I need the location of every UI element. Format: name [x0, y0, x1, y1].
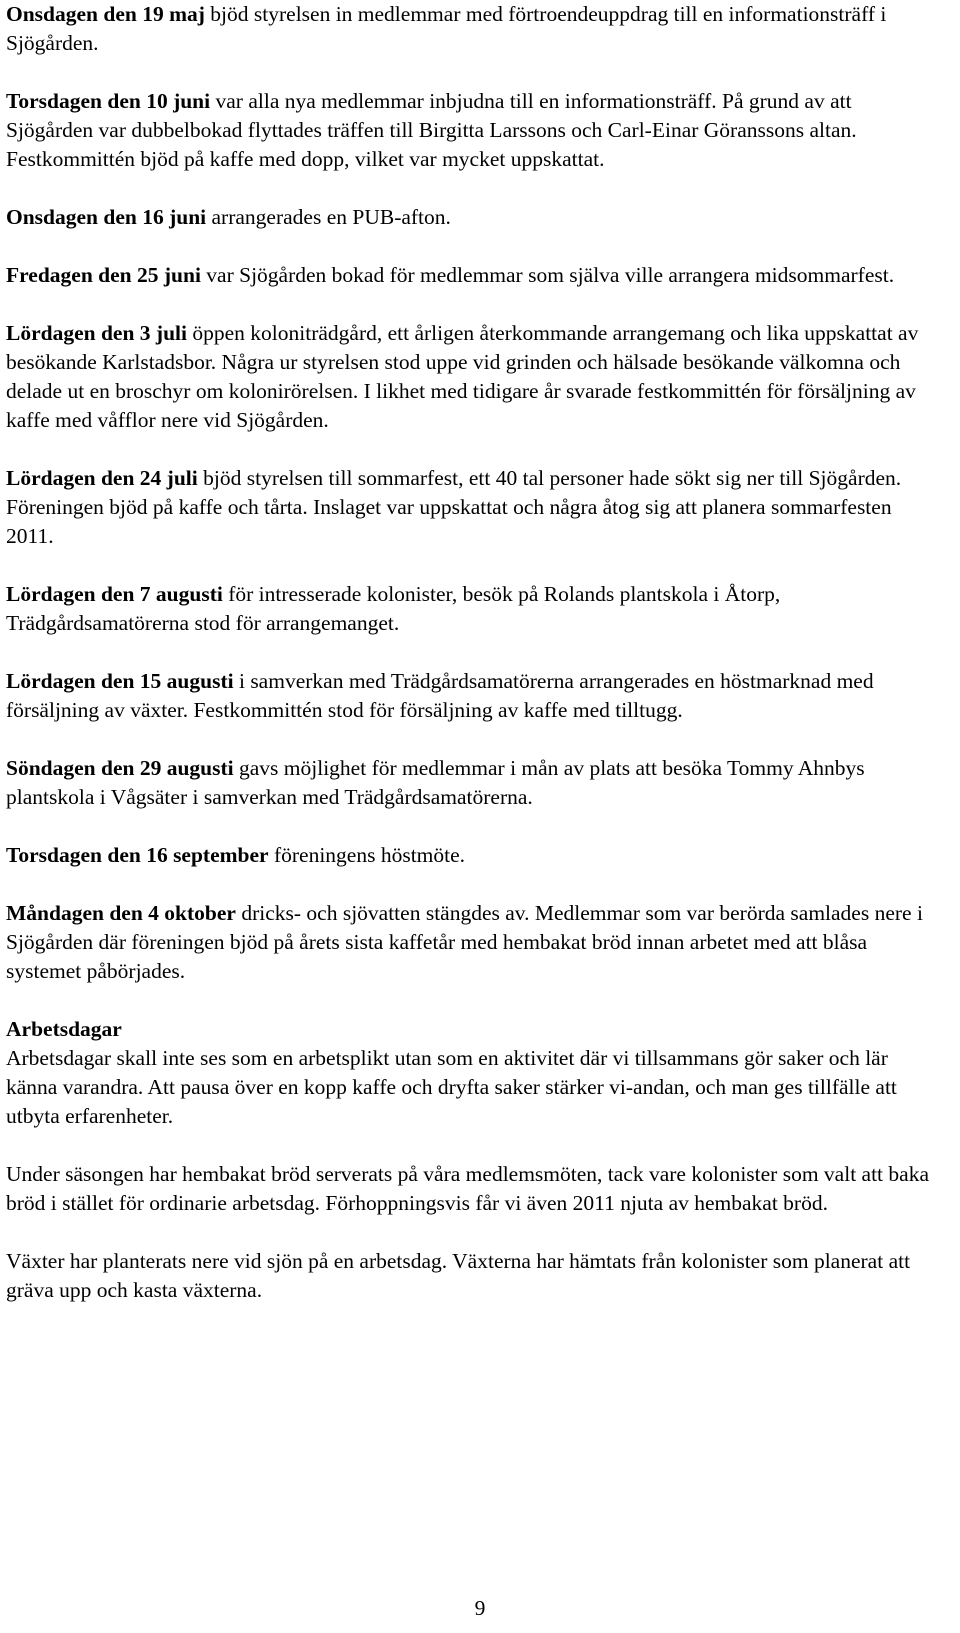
- event-paragraph-16-september: [6, 841, 941, 870]
- event-date: Torsdagen den 10 juni: [6, 89, 211, 113]
- event-date: Lördagen den 24 juli: [6, 466, 198, 490]
- section-text: Arbetsdagar skall inte ses som en arbetsplikt utan som en aktivitet där vi tillsammans gör saker och lär känna varandra. Att pausa över en kopp kaffe och dryfta saker stärker vi-andan, och man ges tillfälle att utbyta erfarenheter.: [6, 1046, 897, 1128]
- event-paragraph-15-augusti: [6, 667, 941, 725]
- event-paragraph-16-juni: [6, 203, 941, 232]
- section-text: Växter har planterats nere vid sjön på en arbetsdag. Växterna har hämtats från kolonister som planerat att gräva upp och kasta växterna.: [6, 1249, 911, 1302]
- arbetsdagar-section: [6, 1015, 941, 1131]
- event-text: dricks- och sjövatten stängdes av. Medlemmar som var berörda samlades nere i Sjögården där föreningen bjöd på årets sista kaffetår med hembakat bröd innan arbetet med att blåsa systemet påbörjades.: [6, 901, 923, 983]
- event-date: Söndagen den 29 augusti: [6, 756, 234, 780]
- arbetsdagar-paragraph-brod: [6, 1160, 941, 1218]
- event-paragraph-4-oktober: [6, 899, 941, 986]
- section-heading: Arbetsdagar: [6, 1017, 122, 1041]
- event-paragraph-25-juni: [6, 261, 941, 290]
- event-paragraph-7-augusti: [6, 580, 941, 638]
- event-date: Lördagen den 3 juli: [6, 321, 187, 345]
- event-text: föreningens höstmöte.: [268, 843, 466, 867]
- event-text: bjöd styrelsen till sommarfest, ett 40 tal personer hade sökt sig ner till Sjögården. Föreningen bjöd på kaffe och tårta. Inslaget var uppskattat och några åtog sig att planera sommarfesten 2011.: [6, 466, 902, 548]
- event-text: bjöd styrelsen in medlemmar med förtroendeuppdrag till en informationsträff i Sjögården.: [6, 2, 887, 55]
- event-date: Lördagen den 7 augusti: [6, 582, 223, 606]
- event-paragraph-10-juni: [6, 87, 941, 174]
- event-text: gavs möjlighet för medlemmar i mån av plats att besöka Tommy Ahnbys plantskola i Vågsäter i samverkan med Trädgårdsamatörerna.: [6, 756, 865, 809]
- event-text: för intresserade kolonister, besök på Rolands plantskola i Åtorp, Trädgårdsamatörerna stod för arrangemanget.: [6, 582, 781, 635]
- event-date: Onsdagen den 16 juni: [6, 205, 207, 229]
- event-text: öppen koloniträdgård, ett årligen återkommande arrangemang och lika uppskattat av besökande Karlstadsbor. Några ur styrelsen stod uppe vid grinden och hälsade besökande välkomna och delade ut en broschyr om kolonirörelsen. I likhet med tidigare år svarade festkommittén för försäljning av kaffe med våfflor nere vid Sjögården.: [6, 321, 919, 432]
- event-paragraph-29-augusti: [6, 754, 941, 812]
- event-date: Lördagen den 15 augusti: [6, 669, 234, 693]
- event-paragraph-3-juli: [6, 319, 941, 435]
- event-text: var Sjögården bokad för medlemmar som själva ville arrangera midsommarfest.: [200, 263, 895, 287]
- event-paragraph-24-juli: [6, 464, 941, 551]
- section-text: Under säsongen har hembakat bröd serverats på våra medlemsmöten, tack vare kolonister som valt att baka bröd i stället för ordinarie arbetsdag. Förhoppningsvis får vi även 2011 njuta av hembakat bröd.: [6, 1162, 929, 1215]
- event-paragraph-19-maj: [6, 0, 941, 58]
- event-date: Fredagen den 25 juni: [6, 263, 201, 287]
- arbetsdagar-paragraph-vaxter: [6, 1247, 941, 1305]
- event-date: Måndagen den 4 oktober: [6, 901, 236, 925]
- event-date: Torsdagen den 16 september: [6, 843, 269, 867]
- event-date: Onsdagen den 19 maj: [6, 2, 205, 26]
- event-text: var alla nya medlemmar inbjudna till en informationsträff. På grund av att Sjögården var dubbelbokad flyttades träffen till Birgitta Larssons och Carl-Einar Göranssons altan. Festkommittén bjöd på kaffe med dopp, vilket var mycket uppskattat.: [6, 89, 857, 171]
- page-body: [6, 0, 941, 1305]
- event-text: arrangerades en PUB-afton.: [206, 205, 451, 229]
- event-text: i samverkan med Trädgårdsamatörerna arrangerades en höstmarknad med försäljning av växter. Festkommittén stod för försäljning av kaffe med tilltugg.: [6, 669, 874, 722]
- page-number: 9: [474, 1596, 486, 1620]
